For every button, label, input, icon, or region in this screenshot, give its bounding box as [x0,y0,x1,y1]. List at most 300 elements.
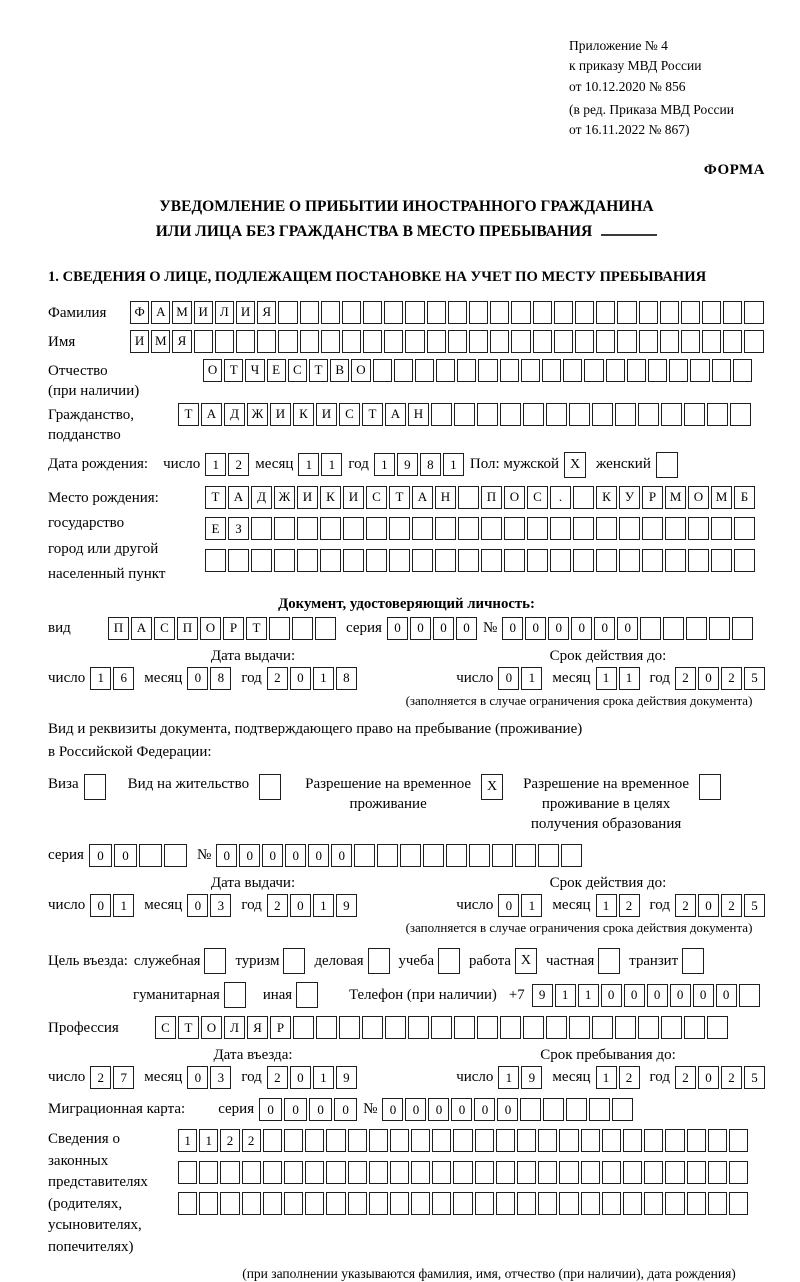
form-cell[interactable]: Н [435,486,456,509]
form-cell[interactable]: 1 [205,453,226,476]
form-cell[interactable] [408,1016,429,1039]
stay-issue-day-grid[interactable] [90,894,134,917]
stay-issue-year-grid[interactable] [267,894,357,917]
issue-day-grid[interactable] [90,667,134,690]
form-cell[interactable] [681,301,700,324]
form-cell[interactable]: Р [270,1016,291,1039]
form-cell[interactable] [400,844,421,867]
form-cell[interactable] [598,948,620,974]
form-cell[interactable]: А [131,617,152,640]
form-cell[interactable]: 0 [571,617,592,640]
form-cell[interactable] [354,844,375,867]
form-cell[interactable]: 0 [114,844,137,867]
form-cell[interactable]: 5 [744,667,765,690]
form-cell[interactable] [619,517,640,540]
citizenship-grid[interactable] [178,403,751,426]
form-cell[interactable]: 1 [313,1066,334,1089]
form-cell[interactable]: А [228,486,249,509]
form-cell[interactable] [278,301,297,324]
form-cell[interactable]: 0 [90,894,111,917]
form-cell[interactable]: 5 [744,894,765,917]
form-cell[interactable] [448,330,467,353]
form-cell[interactable] [257,330,276,353]
form-cell[interactable] [492,844,513,867]
form-cell[interactable]: П [481,486,502,509]
form-cell[interactable] [478,359,497,382]
form-cell[interactable] [320,549,341,572]
form-cell[interactable] [251,517,272,540]
form-cell[interactable] [477,1016,498,1039]
form-cell[interactable] [623,1192,642,1215]
form-cell[interactable] [550,517,571,540]
form-cell[interactable] [500,1016,521,1039]
stay-number-grid[interactable] [216,844,582,867]
form-cell[interactable] [300,330,319,353]
form-cell[interactable] [546,1016,567,1039]
stay-until-month-grid[interactable] [596,1066,640,1089]
form-cell[interactable]: X [515,948,537,974]
form-cell[interactable]: 0 [187,894,208,917]
form-cell[interactable]: 0 [308,844,329,867]
form-cell[interactable] [644,1192,663,1215]
form-cell[interactable] [561,844,582,867]
temp-residence-edu-checkbox[interactable] [699,774,721,800]
profession-grid[interactable] [155,1016,728,1039]
form-cell[interactable] [723,330,742,353]
form-cell[interactable]: 2 [721,667,742,690]
stay-expiry-month-grid[interactable] [596,894,640,917]
form-cell[interactable] [296,982,318,1008]
form-cell[interactable]: 9 [336,1066,357,1089]
representatives-row1[interactable] [178,1129,748,1152]
form-cell[interactable] [554,301,573,324]
form-cell[interactable] [538,844,559,867]
purpose-private-checkbox[interactable] [598,948,620,974]
form-cell[interactable]: Ч [245,359,264,382]
form-cell[interactable] [362,1016,383,1039]
form-cell[interactable]: 2 [675,1066,696,1089]
form-cell[interactable]: 9 [532,984,553,1007]
form-cell[interactable] [602,1192,621,1215]
form-cell[interactable]: И [316,403,337,426]
form-cell[interactable] [602,1129,621,1152]
form-cell[interactable]: Ж [247,403,268,426]
entry-day-grid[interactable] [90,1066,134,1089]
form-cell[interactable] [538,1129,557,1152]
form-cell[interactable]: П [108,617,129,640]
form-cell[interactable]: 7 [113,1066,134,1089]
form-cell[interactable] [220,1161,239,1184]
form-cell[interactable]: 9 [521,1066,542,1089]
migration-number-grid[interactable] [382,1098,633,1121]
form-cell[interactable] [453,1161,472,1184]
purpose-official-checkbox[interactable] [204,948,226,974]
form-cell[interactable]: 0 [290,667,311,690]
form-cell[interactable] [469,844,490,867]
form-cell[interactable] [394,359,413,382]
form-cell[interactable] [559,1129,578,1152]
form-cell[interactable] [343,517,364,540]
form-cell[interactable]: 0 [290,894,311,917]
form-cell[interactable] [251,549,272,572]
form-cell[interactable] [199,1161,218,1184]
expiry-day-grid[interactable] [498,667,542,690]
form-cell[interactable]: П [177,617,198,640]
birth-year-grid[interactable] [374,453,464,476]
form-cell[interactable] [315,617,336,640]
form-cell[interactable] [527,517,548,540]
form-cell[interactable] [389,517,410,540]
form-cell[interactable] [405,330,424,353]
surname-grid[interactable] [130,301,764,324]
form-cell[interactable]: Л [215,301,234,324]
form-cell[interactable]: 0 [474,1098,495,1121]
form-cell[interactable] [321,301,340,324]
form-cell[interactable] [606,359,625,382]
form-cell[interactable] [527,549,548,572]
form-cell[interactable]: И [194,301,213,324]
form-cell[interactable] [297,549,318,572]
form-cell[interactable] [363,301,382,324]
form-cell[interactable] [729,1129,748,1152]
form-cell[interactable]: 6 [113,667,134,690]
form-cell[interactable]: С [288,359,307,382]
form-cell[interactable] [412,549,433,572]
form-cell[interactable] [284,1192,303,1215]
form-cell[interactable] [533,330,552,353]
form-cell[interactable] [744,301,763,324]
stay-expiry-year-grid[interactable] [675,894,765,917]
form-cell[interactable] [511,330,530,353]
form-cell[interactable] [178,1192,197,1215]
form-cell[interactable] [316,1016,337,1039]
form-cell[interactable] [690,359,709,382]
form-cell[interactable] [575,301,594,324]
form-cell[interactable]: 0 [290,1066,311,1089]
form-cell[interactable] [427,301,446,324]
purpose-work-checkbox[interactable] [515,948,537,974]
form-cell[interactable] [708,1129,727,1152]
form-cell[interactable] [326,1129,345,1152]
form-cell[interactable] [734,549,755,572]
form-cell[interactable]: Я [247,1016,268,1039]
form-cell[interactable]: 3 [210,894,231,917]
form-cell[interactable]: 1 [90,667,111,690]
form-cell[interactable] [283,948,305,974]
form-cell[interactable] [348,1192,367,1215]
form-cell[interactable]: 0 [433,617,454,640]
form-cell[interactable]: Д [224,403,245,426]
form-cell[interactable]: 1 [113,894,134,917]
form-cell[interactable] [656,452,678,478]
form-cell[interactable] [343,549,364,572]
visa-checkbox[interactable] [84,774,106,800]
form-cell[interactable] [369,1192,388,1215]
form-cell[interactable] [639,301,658,324]
form-cell[interactable]: А [201,403,222,426]
form-cell[interactable]: С [366,486,387,509]
birth-place-row3[interactable] [205,549,755,572]
form-cell[interactable] [661,403,682,426]
form-cell[interactable]: 0 [525,617,546,640]
form-cell[interactable] [688,517,709,540]
form-cell[interactable] [385,1016,406,1039]
form-cell[interactable] [84,774,106,800]
form-cell[interactable] [596,330,615,353]
form-cell[interactable]: 2 [675,894,696,917]
form-cell[interactable] [573,549,594,572]
form-cell[interactable] [284,1129,303,1152]
form-cell[interactable] [242,1161,261,1184]
form-cell[interactable]: 0 [331,844,352,867]
form-cell[interactable]: Л [224,1016,245,1039]
form-cell[interactable] [665,1161,684,1184]
form-cell[interactable] [490,301,509,324]
form-cell[interactable] [453,1129,472,1152]
form-cell[interactable]: 2 [242,1129,261,1152]
form-cell[interactable]: 0 [239,844,260,867]
form-cell[interactable]: Р [223,617,244,640]
sex-male-checkbox[interactable] [564,452,586,478]
entry-year-grid[interactable] [267,1066,357,1089]
sex-female-checkbox[interactable] [656,452,678,478]
form-cell[interactable]: Т [205,486,226,509]
form-cell[interactable]: 1 [374,453,395,476]
form-cell[interactable] [164,844,187,867]
form-cell[interactable] [481,549,502,572]
form-cell[interactable] [554,330,573,353]
purpose-transit-checkbox[interactable] [682,948,704,974]
form-cell[interactable] [458,486,479,509]
form-cell[interactable]: 1 [596,667,617,690]
form-cell[interactable]: 1 [521,894,542,917]
form-cell[interactable] [559,1161,578,1184]
form-cell[interactable] [453,1192,472,1215]
form-cell[interactable] [617,301,636,324]
form-cell[interactable] [712,359,731,382]
form-cell[interactable] [569,403,590,426]
form-cell[interactable]: 0 [502,617,523,640]
form-cell[interactable]: Я [257,301,276,324]
form-cell[interactable]: 0 [548,617,569,640]
form-cell[interactable]: 0 [670,984,691,1007]
form-cell[interactable]: 0 [451,1098,472,1121]
form-cell[interactable] [619,549,640,572]
form-cell[interactable] [638,1016,659,1039]
form-cell[interactable]: 9 [397,453,418,476]
form-cell[interactable]: С [339,403,360,426]
form-cell[interactable] [500,359,519,382]
form-cell[interactable] [469,330,488,353]
form-cell[interactable] [660,301,679,324]
form-cell[interactable]: К [293,403,314,426]
form-cell[interactable] [454,1016,475,1039]
form-cell[interactable] [411,1192,430,1215]
form-cell[interactable] [348,1161,367,1184]
form-cell[interactable]: Ф [130,301,149,324]
form-cell[interactable] [644,1161,663,1184]
form-cell[interactable] [517,1192,536,1215]
form-cell[interactable] [384,301,403,324]
form-cell[interactable] [699,774,721,800]
form-cell[interactable] [730,403,751,426]
form-cell[interactable] [639,330,658,353]
form-cell[interactable]: Н [408,403,429,426]
birth-place-row1[interactable] [205,486,755,509]
form-cell[interactable] [729,1192,748,1215]
form-cell[interactable]: 0 [187,1066,208,1089]
form-cell[interactable]: А [412,486,433,509]
form-cell[interactable] [274,549,295,572]
birth-month-grid[interactable] [298,453,342,476]
form-cell[interactable]: И [130,330,149,353]
doc-type-grid[interactable] [108,617,336,640]
birth-day-grid[interactable] [205,453,249,476]
form-cell[interactable]: 0 [698,1066,719,1089]
form-cell[interactable] [663,617,684,640]
stay-series-grid[interactable] [89,844,187,867]
form-cell[interactable] [596,549,617,572]
form-cell[interactable]: 1 [619,667,640,690]
form-cell[interactable] [411,1161,430,1184]
form-cell[interactable]: Т [246,617,267,640]
form-cell[interactable] [592,1016,613,1039]
form-cell[interactable]: 2 [267,667,288,690]
form-cell[interactable] [665,1192,684,1215]
form-cell[interactable] [661,1016,682,1039]
form-cell[interactable] [496,1192,515,1215]
form-cell[interactable] [660,330,679,353]
form-cell[interactable]: О [200,617,221,640]
form-cell[interactable] [278,330,297,353]
form-cell[interactable] [744,330,763,353]
form-cell[interactable] [520,1098,541,1121]
form-cell[interactable] [687,1129,706,1152]
form-cell[interactable] [348,1129,367,1152]
form-cell[interactable] [305,1161,324,1184]
form-cell[interactable] [377,844,398,867]
form-cell[interactable] [269,617,290,640]
form-cell[interactable] [490,330,509,353]
form-cell[interactable]: 2 [619,894,640,917]
form-cell[interactable]: 1 [555,984,576,1007]
form-cell[interactable] [515,844,536,867]
form-cell[interactable]: А [151,301,170,324]
form-cell[interactable]: 1 [443,453,464,476]
form-cell[interactable] [500,403,521,426]
form-cell[interactable] [405,301,424,324]
form-cell[interactable] [681,330,700,353]
form-cell[interactable] [194,330,213,353]
form-cell[interactable]: 2 [90,1066,111,1089]
form-cell[interactable] [496,1129,515,1152]
form-cell[interactable] [702,301,721,324]
form-cell[interactable] [642,517,663,540]
form-cell[interactable]: Т [309,359,328,382]
issue-year-grid[interactable] [267,667,357,690]
form-cell[interactable] [263,1129,282,1152]
form-cell[interactable] [615,403,636,426]
form-cell[interactable] [496,1161,515,1184]
form-cell[interactable] [612,1098,633,1121]
form-cell[interactable] [615,1016,636,1039]
form-cell[interactable]: Т [224,359,243,382]
form-cell[interactable] [284,1161,303,1184]
form-cell[interactable] [477,403,498,426]
form-cell[interactable] [454,403,475,426]
form-cell[interactable]: Т [178,403,199,426]
doc-number-grid[interactable] [502,617,753,640]
form-cell[interactable]: 2 [267,894,288,917]
form-cell[interactable] [723,301,742,324]
form-cell[interactable] [457,359,476,382]
form-cell[interactable] [523,1016,544,1039]
form-cell[interactable] [366,549,387,572]
form-cell[interactable] [274,517,295,540]
form-cell[interactable]: 0 [624,984,645,1007]
form-cell[interactable]: И [236,301,255,324]
form-cell[interactable]: С [155,1016,176,1039]
form-cell[interactable]: С [154,617,175,640]
purpose-business-checkbox[interactable] [368,948,390,974]
form-cell[interactable]: О [201,1016,222,1039]
form-cell[interactable]: 0 [405,1098,426,1121]
form-cell[interactable]: И [297,486,318,509]
form-cell[interactable]: К [596,486,617,509]
form-cell[interactable]: Б [734,486,755,509]
form-cell[interactable] [581,1161,600,1184]
form-cell[interactable]: В [330,359,349,382]
form-cell[interactable] [517,1161,536,1184]
form-cell[interactable]: 0 [187,667,208,690]
form-cell[interactable] [242,1192,261,1215]
form-cell[interactable] [389,549,410,572]
form-cell[interactable]: 0 [698,667,719,690]
form-cell[interactable] [684,403,705,426]
form-cell[interactable] [573,486,594,509]
form-cell[interactable] [259,774,281,800]
form-cell[interactable] [729,1161,748,1184]
form-cell[interactable]: Я [172,330,191,353]
form-cell[interactable]: 8 [420,453,441,476]
form-cell[interactable]: X [564,452,586,478]
form-cell[interactable] [521,359,540,382]
form-cell[interactable]: 1 [578,984,599,1007]
form-cell[interactable]: 1 [596,1066,617,1089]
form-cell[interactable] [432,1161,451,1184]
form-cell[interactable] [648,359,667,382]
form-cell[interactable]: X [481,774,503,800]
form-cell[interactable] [581,1192,600,1215]
birth-place-row2[interactable] [205,517,755,540]
form-cell[interactable] [589,1098,610,1121]
form-cell[interactable] [415,359,434,382]
temp-residence-checkbox[interactable] [481,774,503,800]
form-cell[interactable] [687,1192,706,1215]
form-cell[interactable]: 9 [336,894,357,917]
form-cell[interactable] [390,1161,409,1184]
form-cell[interactable] [686,617,707,640]
form-cell[interactable] [538,1161,557,1184]
form-cell[interactable]: 2 [619,1066,640,1089]
form-cell[interactable] [709,617,730,640]
migration-series-grid[interactable] [259,1098,357,1121]
representatives-row3[interactable] [178,1192,748,1215]
form-cell[interactable] [563,359,582,382]
form-cell[interactable]: 0 [617,617,638,640]
form-cell[interactable] [305,1192,324,1215]
form-cell[interactable] [682,948,704,974]
